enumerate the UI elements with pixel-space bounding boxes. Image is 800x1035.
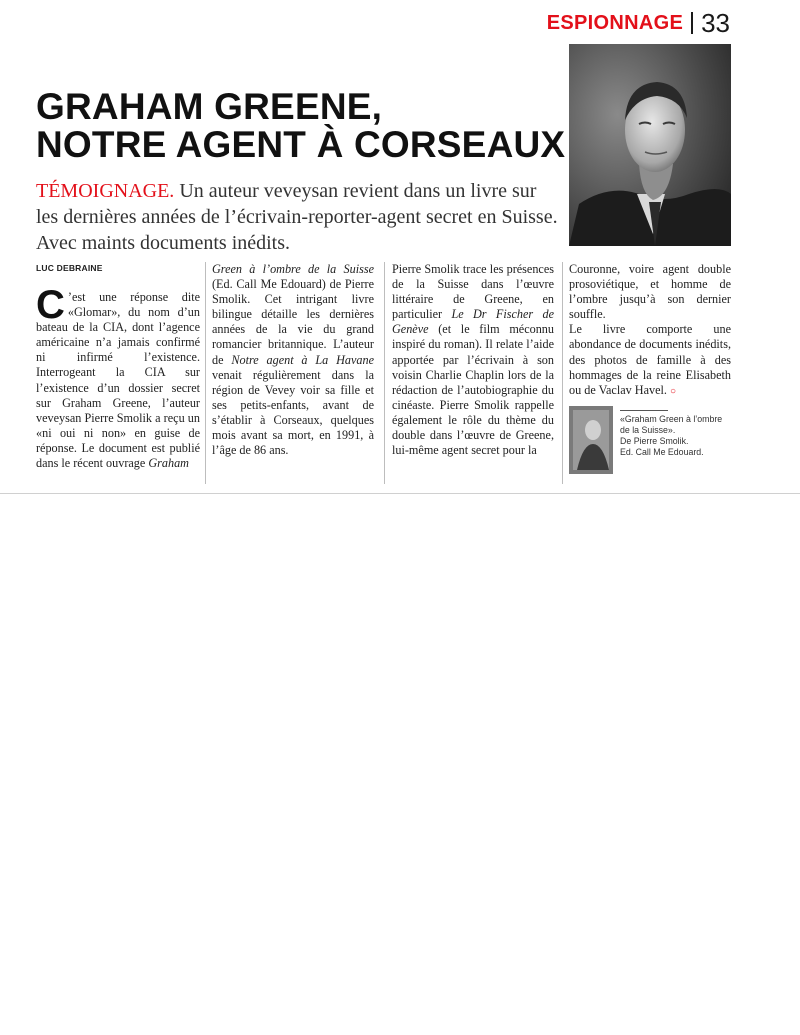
column-4-paragraph-1: Couronne, voire agent double prosoviétique, et homme de l’ombre jusqu’à son dernier souffle. [569, 262, 731, 322]
article-column-1 [36, 283, 200, 471]
column-1-italic: Graham [148, 456, 189, 471]
column-2-italic-title: Green à l’ombre de la Suisse [212, 262, 374, 276]
headline-line-2: NOTRE AGENT À CORSEAUX [36, 124, 566, 165]
lead-text: Un auteur veveysan revient dans un livre sur les dernières années de l’écrivain-reporter-agent secret en Suisse. Avec maints documents inédits. [36, 180, 558, 254]
book-cover-thumbnail [569, 406, 613, 474]
column-3-text-b: (et le film méconnu inspiré du roman). Il relate l’aide apportée par l’écrivain à son voisin Charlie Chaplin lors de la rédaction de l’autobiographie du cinéaste. Pierre Smolik rappelle également le rôle du thème du double dans l’œuvre de Greene, lui-même agent secret pour la [392, 322, 554, 458]
article-column-2 [212, 262, 374, 458]
book-cover-illustration [569, 406, 613, 474]
section-rubric: ESPIONNAGE [546, 11, 684, 34]
author-byline: LUC DEBRAINE [36, 263, 103, 273]
caption-title: «Graham Green à l’ombre de la Suisse». [620, 414, 723, 435]
end-mark-icon: ○ [669, 385, 677, 397]
column-1-text: ’est une réponse dite «Glomar», du nom d’un bateau de la CIA, dont l’agence américaine n’a jamais confirmé ni infirmé l’existence. Interrogeant la CIA sur l’existence d’un dossier secret sur Graham Greene, l’auteur veveysan Pierre Smolik a reçu un «ni oui ni non» en guise de réponse. Le document est publié dans le récent ouvrage [36, 290, 200, 471]
book-caption [620, 414, 730, 458]
caption-rule [620, 410, 668, 411]
portrait-illustration [569, 44, 731, 246]
drop-cap: C [36, 283, 65, 327]
column-divider [205, 262, 206, 484]
caption-author: De Pierre Smolik. [620, 436, 689, 446]
column-divider [562, 262, 563, 484]
bottom-rule [0, 493, 800, 494]
page-number: 33 [701, 7, 730, 38]
column-2-text-a: (Ed. Call Me Edouard) de Pierre Smolik. Cet intrigant livre bilingue détaille les dernières années de la vie du grand romancier britannique. L’auteur de [212, 277, 374, 367]
portrait-photo [569, 44, 731, 246]
headline-line-1: GRAHAM GREENE, [36, 86, 383, 127]
column-2-italic-work: Notre agent à La Havane [231, 352, 374, 367]
lead-kicker: TÉMOIGNAGE. [36, 180, 175, 202]
column-divider [384, 262, 385, 484]
article-column-4 [569, 262, 731, 399]
column-4-paragraph-2: Le livre comporte une abondance de documents inédits, des photos de famille à des hommages de la reine Elisabeth ou de Vaclav Havel. [569, 322, 731, 397]
header-divider [691, 12, 693, 34]
lead-paragraph [36, 178, 561, 256]
page-header [547, 8, 730, 38]
column-2-text-b: venait régulièrement dans la région de Vevey voir sa fille et ses petits-enfants, avant de s’établir à Corseaux, quelques mois avant sa mort, en 1991, à l’âge de 86 ans. [212, 367, 374, 458]
column-3-italic-work: Le Dr Fischer de Genève [392, 307, 555, 337]
headline [36, 88, 566, 164]
caption-publisher: Ed. Call Me Edouard. [620, 447, 704, 457]
column-3-text-a: Pierre Smolik trace les présences de la Suisse dans l’œuvre littéraire de Greene, en particulier [392, 262, 554, 322]
article-column-3 [392, 262, 554, 458]
